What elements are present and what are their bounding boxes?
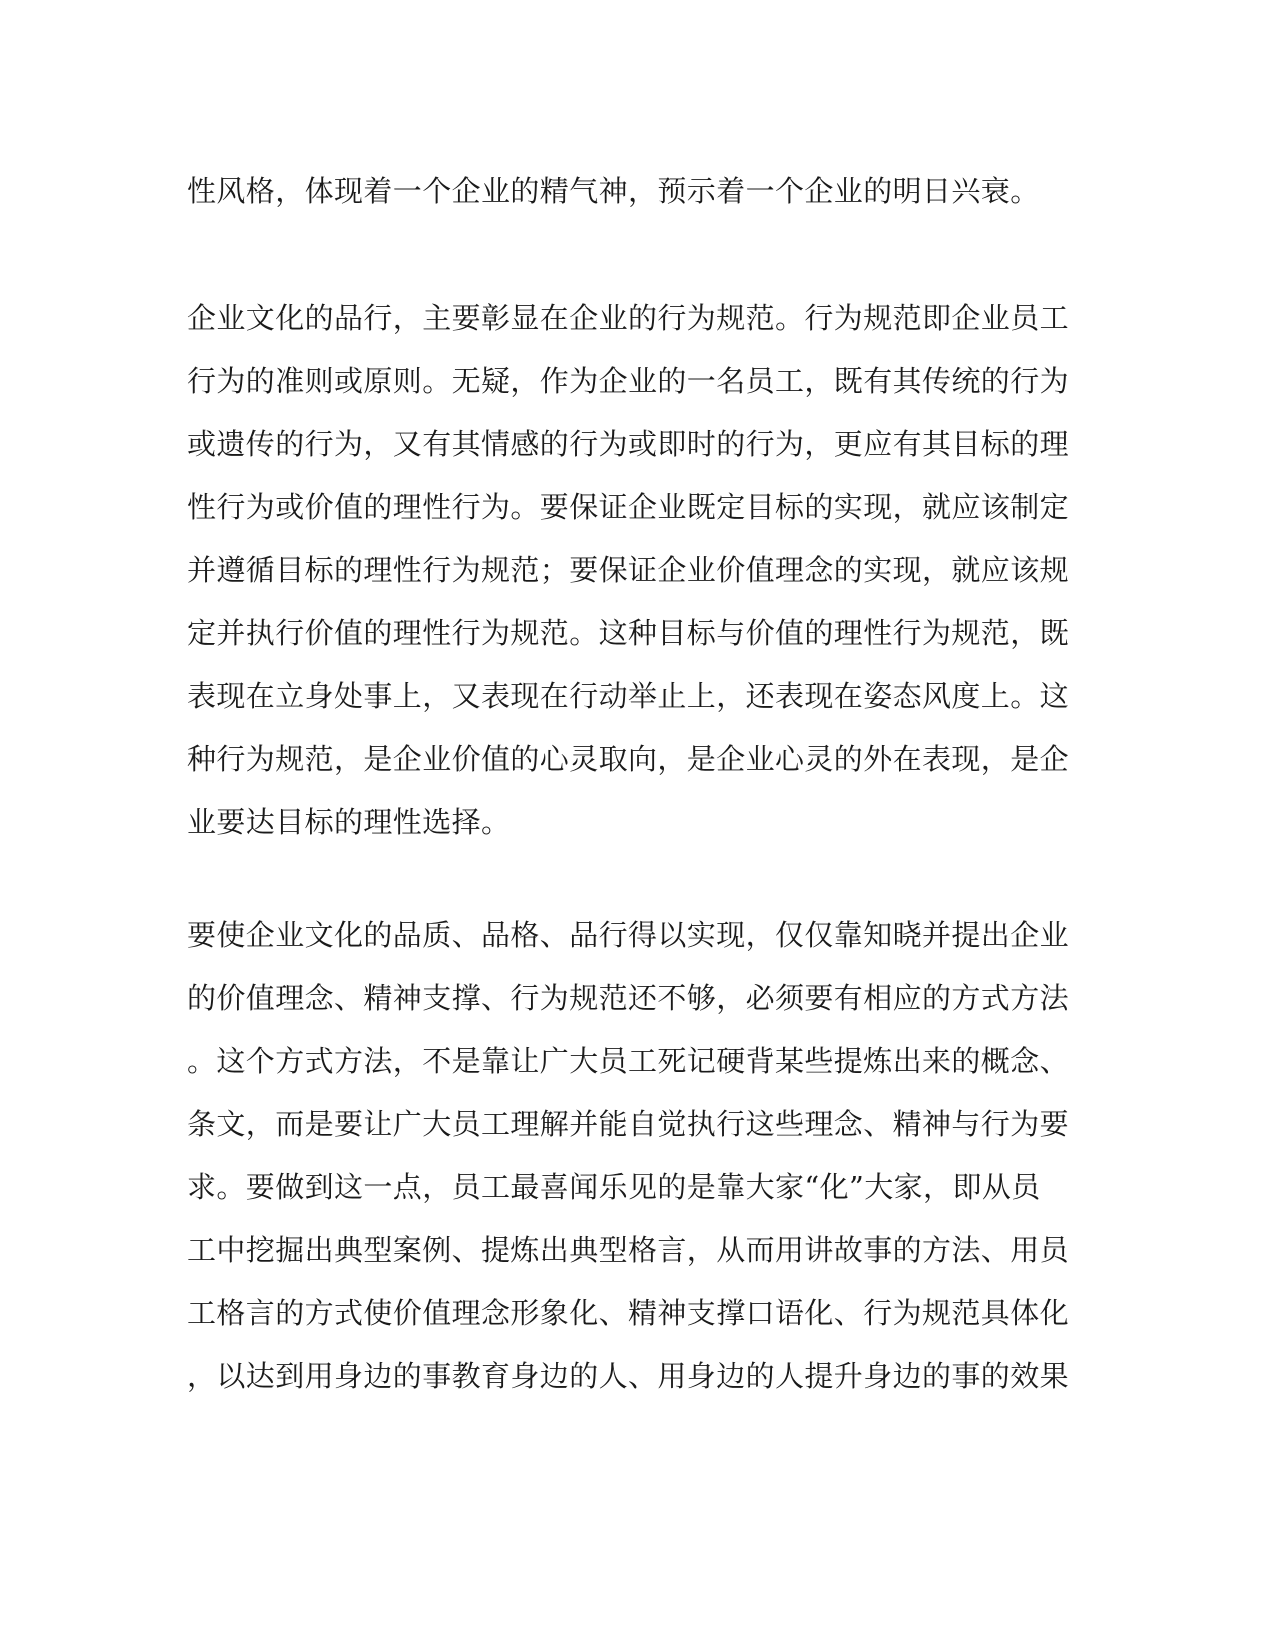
- text-line: 的价值理念、精神支撑、行为规范还不够，必须要有相应的方式方法: [187, 981, 1070, 1015]
- text-line: 业要达目标的理性选择。: [187, 805, 511, 839]
- text-line: 求。要做到这一点，员工最喜闻乐见的是靠大家“化”大家，即从员: [187, 1170, 1041, 1204]
- text-line: 表现在立身处事上，又表现在行动举止上，还表现在姿态风度上。这: [187, 679, 1070, 713]
- text-line: 行为的准则或原则。无疑，作为企业的一名员工，既有其传统的行为: [187, 364, 1070, 398]
- text-line: 工中挖掘出典型案例、提炼出典型格言，从而用讲故事的方法、用员: [187, 1233, 1070, 1267]
- text-line: 种行为规范，是企业价值的心灵取向，是企业心灵的外在表现，是企: [187, 742, 1070, 776]
- text-line: 并遵循目标的理性行为规范；要保证企业价值理念的实现，就应该规: [187, 553, 1070, 587]
- text-line: 。这个方式方法，不是靠让广大员工死记硬背某些提炼出来的概念、: [187, 1044, 1070, 1078]
- text-line: 性行为或价值的理性行为。要保证企业既定目标的实现，就应该制定: [187, 490, 1070, 524]
- text-line: 要使企业文化的品质、品格、品行得以实现，仅仅靠知晓并提出企业: [187, 918, 1070, 952]
- text-line: 工格言的方式使价值理念形象化、精神支撑口语化、行为规范具体化: [187, 1296, 1070, 1330]
- text-line: 定并执行价值的理性行为规范。这种目标与价值的理性行为规范，既: [187, 616, 1070, 650]
- text-line: 条文，而是要让广大员工理解并能自觉执行这些理念、精神与行为要: [187, 1107, 1070, 1141]
- paragraph-3: [187, 904, 1070, 1408]
- paragraph-2: [187, 287, 1070, 854]
- text-line: ，以达到用身边的事教育身边的人、用身边的人提升身边的事的效果: [187, 1359, 1070, 1393]
- text-line: 性风格，体现着一个企业的精气神，预示着一个企业的明日兴衰。: [187, 174, 1040, 208]
- text-line: 企业文化的品行，主要彰显在企业的行为规范。行为规范即企业员工: [187, 301, 1070, 335]
- text-line: 或遗传的行为，又有其情感的行为或即时的行为，更应有其目标的理: [187, 427, 1070, 461]
- paragraph-1: [187, 160, 1067, 223]
